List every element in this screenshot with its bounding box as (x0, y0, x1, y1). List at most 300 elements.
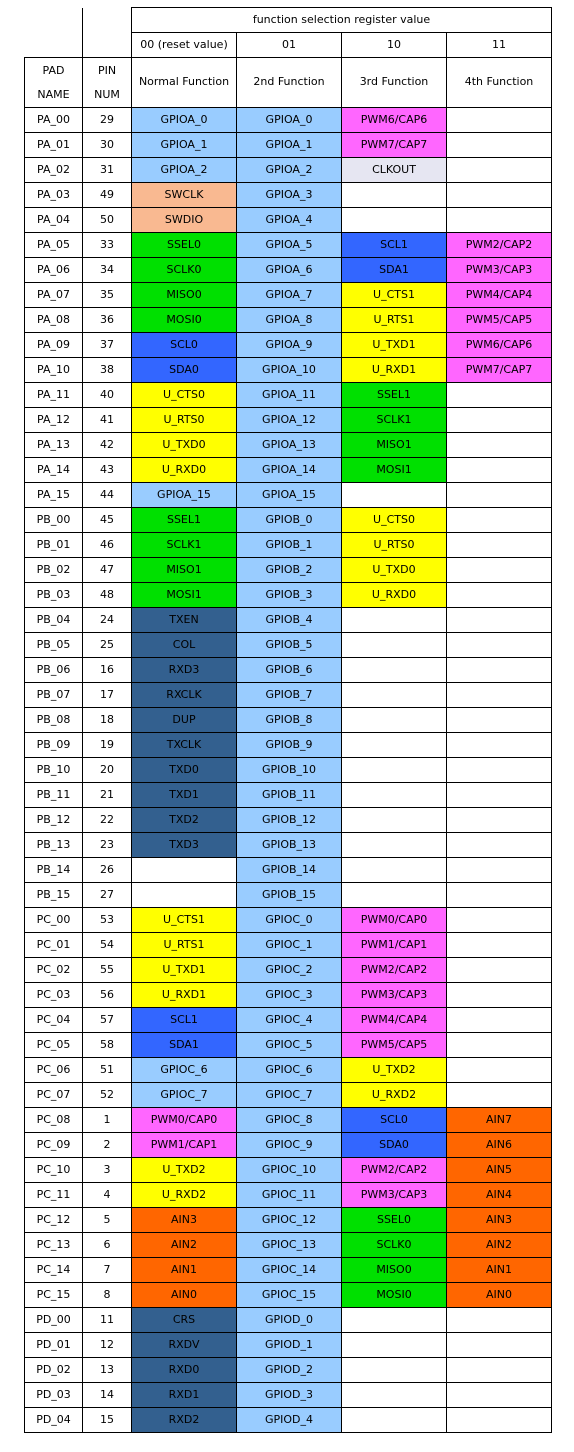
normal-function-cell: GPIOA_0 (132, 108, 237, 133)
register-value-title: function selection register value (132, 8, 552, 33)
normal-function-cell: SDA0 (132, 358, 237, 383)
pin-num-cell: 42 (83, 433, 132, 458)
pad-name-cell: PD_00 (25, 1308, 83, 1333)
fourth-function-cell (447, 208, 552, 233)
fourth-function-cell (447, 1033, 552, 1058)
table-row (25, 133, 552, 158)
pad-name-cell: PD_04 (25, 1408, 83, 1433)
third-function-cell (342, 758, 447, 783)
code-header-01: 01 (237, 33, 342, 58)
fourth-function-cell: AIN6 (447, 1133, 552, 1158)
table-row (25, 633, 552, 658)
pin-num-cell: 6 (83, 1233, 132, 1258)
table-row (25, 808, 552, 833)
pin-num-cell: 25 (83, 633, 132, 658)
pin-num-cell: 27 (83, 883, 132, 908)
second-function-cell: GPIOA_13 (237, 433, 342, 458)
pin-num-cell: 23 (83, 833, 132, 858)
pad-name-cell: PB_15 (25, 883, 83, 908)
fourth-function-cell (447, 408, 552, 433)
third-function-cell: PWM2/CAP2 (342, 958, 447, 983)
third-function-cell: U_TXD0 (342, 558, 447, 583)
pad-name-cell: PC_00 (25, 908, 83, 933)
table-row (25, 1083, 552, 1108)
second-function-cell: GPIOC_7 (237, 1083, 342, 1108)
pad-name-cell: PC_12 (25, 1208, 83, 1233)
normal-function-cell: RXD0 (132, 1358, 237, 1383)
pin-num-cell: 14 (83, 1383, 132, 1408)
normal-function-header: Normal Function (132, 58, 237, 108)
pin-num-cell: 3 (83, 1158, 132, 1183)
table-row (25, 1233, 552, 1258)
table-row (25, 1208, 552, 1233)
table-row (25, 983, 552, 1008)
code-header-11: 11 (447, 33, 552, 58)
normal-function-cell: GPIOA_15 (132, 483, 237, 508)
table-row (25, 408, 552, 433)
pin-num-cell: 48 (83, 583, 132, 608)
normal-function-cell: MISO1 (132, 558, 237, 583)
pad-name-cell: PD_01 (25, 1333, 83, 1358)
third-function-cell: U_RXD2 (342, 1083, 447, 1108)
pad-name-cell: PA_14 (25, 458, 83, 483)
normal-function-cell: U_CTS1 (132, 908, 237, 933)
second-function-cell: GPIOC_5 (237, 1033, 342, 1058)
second-function-cell: GPIOA_6 (237, 258, 342, 283)
fourth-function-cell: AIN7 (447, 1108, 552, 1133)
fourth-function-cell: PWM7/CAP7 (447, 358, 552, 383)
code-header-00: 00 (reset value) (132, 33, 237, 58)
normal-function-cell: GPIOA_1 (132, 133, 237, 158)
normal-function-cell: TXD1 (132, 783, 237, 808)
fourth-function-cell (447, 883, 552, 908)
pad-name-cell: PB_12 (25, 808, 83, 833)
fourth-function-cell: AIN2 (447, 1233, 552, 1258)
normal-function-cell: SSEL0 (132, 233, 237, 258)
pin-num-cell: 46 (83, 533, 132, 558)
pad-name-cell: PA_07 (25, 283, 83, 308)
fourth-function-cell: PWM5/CAP5 (447, 308, 552, 333)
second-function-cell: GPIOA_9 (237, 333, 342, 358)
fourth-function-cell (447, 583, 552, 608)
pin-num-cell: 58 (83, 1033, 132, 1058)
pin-rows (25, 108, 552, 1433)
fourth-function-cell (447, 1083, 552, 1108)
fourth-function-cell (447, 733, 552, 758)
table-row (25, 1108, 552, 1133)
fourth-function-cell (447, 833, 552, 858)
fourth-function-cell (447, 683, 552, 708)
pad-name-cell: PC_14 (25, 1258, 83, 1283)
pad-name-cell: PB_14 (25, 858, 83, 883)
table-row (25, 858, 552, 883)
table-row (25, 1308, 552, 1333)
normal-function-cell: CRS (132, 1308, 237, 1333)
table-row (25, 658, 552, 683)
normal-function-cell: GPIOC_7 (132, 1083, 237, 1108)
table-row (25, 908, 552, 933)
third-function-cell: SCLK0 (342, 1233, 447, 1258)
normal-function-cell: SWCLK (132, 183, 237, 208)
normal-function-cell: RXD1 (132, 1383, 237, 1408)
pad-name-cell: PC_01 (25, 933, 83, 958)
pin-num-cell: 15 (83, 1408, 132, 1433)
normal-function-cell: PWM1/CAP1 (132, 1133, 237, 1158)
second-function-cell: GPIOB_11 (237, 783, 342, 808)
normal-function-cell: TXCLK (132, 733, 237, 758)
third-function-cell (342, 1383, 447, 1408)
second-function-cell: GPIOC_4 (237, 1008, 342, 1033)
table-row (25, 558, 552, 583)
pad-name-cell: PA_02 (25, 158, 83, 183)
second-function-cell: GPIOB_4 (237, 608, 342, 633)
fourth-function-cell (447, 1308, 552, 1333)
normal-function-cell: AIN0 (132, 1283, 237, 1308)
normal-function-cell: TXD2 (132, 808, 237, 833)
normal-function-cell: U_RXD1 (132, 983, 237, 1008)
second-function-cell: GPIOB_15 (237, 883, 342, 908)
pin-num-cell: 53 (83, 908, 132, 933)
third-function-cell: PWM7/CAP7 (342, 133, 447, 158)
second-function-cell: GPIOB_6 (237, 658, 342, 683)
normal-function-cell: U_RXD2 (132, 1183, 237, 1208)
table-row (25, 583, 552, 608)
fourth-function-cell (447, 908, 552, 933)
fourth-function-cell (447, 633, 552, 658)
table-row (25, 608, 552, 633)
second-function-cell: GPIOC_13 (237, 1233, 342, 1258)
table-row (25, 233, 552, 258)
third-function-cell: PWM1/CAP1 (342, 933, 447, 958)
pad-name-cell: PC_03 (25, 983, 83, 1008)
fourth-function-cell (447, 983, 552, 1008)
second-function-cell: GPIOC_14 (237, 1258, 342, 1283)
third-function-cell (342, 683, 447, 708)
table-row (25, 183, 552, 208)
pin-num-cell: 31 (83, 158, 132, 183)
third-function-cell: U_TXD2 (342, 1058, 447, 1083)
pad-name-cell: PA_11 (25, 383, 83, 408)
fourth-function-cell (447, 1058, 552, 1083)
fourth-function-cell (447, 183, 552, 208)
table-row (25, 333, 552, 358)
second-function-cell: GPIOD_0 (237, 1308, 342, 1333)
pin-num-cell: 50 (83, 208, 132, 233)
pad-name-cell: PC_11 (25, 1183, 83, 1208)
table-row (25, 1158, 552, 1183)
normal-function-cell: SCL0 (132, 333, 237, 358)
third-function-cell: PWM4/CAP4 (342, 1008, 447, 1033)
fourth-function-cell (447, 558, 552, 583)
table-row (25, 1033, 552, 1058)
third-function-header: 3rd Function (342, 58, 447, 108)
pad-name-cell: PA_06 (25, 258, 83, 283)
fourth-function-cell (447, 958, 552, 983)
normal-function-cell: RXDV (132, 1333, 237, 1358)
pin-num-cell: 4 (83, 1183, 132, 1208)
second-function-cell: GPIOC_10 (237, 1158, 342, 1183)
fourth-function-cell: AIN5 (447, 1158, 552, 1183)
fourth-function-cell: AIN1 (447, 1258, 552, 1283)
pin-num-cell: 44 (83, 483, 132, 508)
third-function-cell (342, 608, 447, 633)
second-function-cell: GPIOA_4 (237, 208, 342, 233)
fourth-function-cell (447, 383, 552, 408)
function-selection-table (24, 7, 552, 1433)
pad-name-cell: PB_08 (25, 708, 83, 733)
normal-function-cell: SDA1 (132, 1033, 237, 1058)
second-function-cell: GPIOA_1 (237, 133, 342, 158)
third-function-cell: SCL0 (342, 1108, 447, 1133)
pin-num-cell: 57 (83, 1008, 132, 1033)
normal-function-cell: U_TXD0 (132, 433, 237, 458)
pad-name-cell: PD_03 (25, 1383, 83, 1408)
pin-num-cell: 19 (83, 733, 132, 758)
fourth-function-cell (447, 458, 552, 483)
third-function-cell (342, 1333, 447, 1358)
pad-name-cell: PA_08 (25, 308, 83, 333)
normal-function-cell: AIN2 (132, 1233, 237, 1258)
third-function-cell: U_TXD1 (342, 333, 447, 358)
second-function-cell: GPIOC_8 (237, 1108, 342, 1133)
third-function-cell (342, 883, 447, 908)
second-function-cell: GPIOB_14 (237, 858, 342, 883)
pin-num-cell: 35 (83, 283, 132, 308)
pin-num-header: PIN NUM (83, 58, 132, 108)
pin-num-cell: 22 (83, 808, 132, 833)
fourth-function-cell (447, 1408, 552, 1433)
empty-corner-cell (25, 33, 83, 58)
third-function-cell (342, 1308, 447, 1333)
fourth-function-header: 4th Function (447, 58, 552, 108)
pad-name-cell: PA_04 (25, 208, 83, 233)
normal-function-cell: U_RXD0 (132, 458, 237, 483)
third-function-cell: SSEL0 (342, 1208, 447, 1233)
fourth-function-cell (447, 808, 552, 833)
second-function-cell: GPIOA_7 (237, 283, 342, 308)
third-function-cell: SDA0 (342, 1133, 447, 1158)
normal-function-cell: TXD3 (132, 833, 237, 858)
normal-function-cell: PWM0/CAP0 (132, 1108, 237, 1133)
table-row (25, 283, 552, 308)
pad-name-cell: PA_05 (25, 233, 83, 258)
code-header-10: 10 (342, 33, 447, 58)
second-function-cell: GPIOA_10 (237, 358, 342, 383)
third-function-cell: PWM3/CAP3 (342, 1183, 447, 1208)
pin-num-cell: 1 (83, 1108, 132, 1133)
pad-name-cell: PB_06 (25, 658, 83, 683)
second-function-cell: GPIOC_15 (237, 1283, 342, 1308)
normal-function-cell: SSEL1 (132, 508, 237, 533)
third-function-cell: PWM6/CAP6 (342, 108, 447, 133)
normal-function-cell (132, 858, 237, 883)
fourth-function-cell (447, 783, 552, 808)
second-function-cell: GPIOB_7 (237, 683, 342, 708)
pad-name-cell: PA_10 (25, 358, 83, 383)
pad-name-cell: PC_13 (25, 1233, 83, 1258)
table-row (25, 783, 552, 808)
pin-num-cell: 8 (83, 1283, 132, 1308)
third-function-cell: MISO1 (342, 433, 447, 458)
fourth-function-cell (447, 658, 552, 683)
normal-function-cell: MISO0 (132, 283, 237, 308)
third-function-cell (342, 733, 447, 758)
pad-name-cell: PA_03 (25, 183, 83, 208)
table-row (25, 108, 552, 133)
fourth-function-cell: AIN3 (447, 1208, 552, 1233)
second-function-cell: GPIOA_3 (237, 183, 342, 208)
pad-name-cell: PC_02 (25, 958, 83, 983)
normal-function-cell: MOSI1 (132, 583, 237, 608)
second-function-cell: GPIOA_14 (237, 458, 342, 483)
pad-name-cell: PC_06 (25, 1058, 83, 1083)
table-row (25, 483, 552, 508)
pad-name-cell: PA_09 (25, 333, 83, 358)
second-function-cell: GPIOC_0 (237, 908, 342, 933)
pad-name-cell: PB_04 (25, 608, 83, 633)
third-function-cell (342, 208, 447, 233)
fourth-function-cell: AIN4 (447, 1183, 552, 1208)
second-function-cell: GPIOA_8 (237, 308, 342, 333)
second-function-cell: GPIOC_3 (237, 983, 342, 1008)
second-function-cell: GPIOB_8 (237, 708, 342, 733)
normal-function-cell: U_RTS0 (132, 408, 237, 433)
second-function-cell: GPIOC_2 (237, 958, 342, 983)
pad-name-cell: PA_01 (25, 133, 83, 158)
normal-function-cell: RXD2 (132, 1408, 237, 1433)
normal-function-cell: SCLK0 (132, 258, 237, 283)
pin-num-cell: 36 (83, 308, 132, 333)
fourth-function-cell: AIN0 (447, 1283, 552, 1308)
pin-num-cell: 38 (83, 358, 132, 383)
fourth-function-cell (447, 133, 552, 158)
pad-name-cell: PA_12 (25, 408, 83, 433)
third-function-cell (342, 808, 447, 833)
fourth-function-cell (447, 1358, 552, 1383)
second-function-cell: GPIOA_0 (237, 108, 342, 133)
second-function-cell: GPIOC_6 (237, 1058, 342, 1083)
pin-num-cell: 16 (83, 658, 132, 683)
fourth-function-cell: PWM4/CAP4 (447, 283, 552, 308)
second-function-cell: GPIOC_1 (237, 933, 342, 958)
fourth-function-cell: PWM3/CAP3 (447, 258, 552, 283)
pad-name-cell: PB_10 (25, 758, 83, 783)
pin-num-cell: 12 (83, 1333, 132, 1358)
third-function-cell (342, 1408, 447, 1433)
third-function-cell: SCL1 (342, 233, 447, 258)
pin-num-cell: 45 (83, 508, 132, 533)
fourth-function-cell: PWM2/CAP2 (447, 233, 552, 258)
normal-function-cell: U_TXD2 (132, 1158, 237, 1183)
pin-num-cell: 54 (83, 933, 132, 958)
normal-function-cell: U_TXD1 (132, 958, 237, 983)
fourth-function-cell (447, 608, 552, 633)
pin-num-cell: 2 (83, 1133, 132, 1158)
table-row (25, 533, 552, 558)
pin-num-cell: 17 (83, 683, 132, 708)
normal-function-cell: U_CTS0 (132, 383, 237, 408)
third-function-cell: SCLK1 (342, 408, 447, 433)
second-function-cell: GPIOB_13 (237, 833, 342, 858)
normal-function-cell: AIN1 (132, 1258, 237, 1283)
third-function-cell (342, 183, 447, 208)
normal-function-cell: TXEN (132, 608, 237, 633)
fourth-function-cell (447, 108, 552, 133)
pin-num-cell: 49 (83, 183, 132, 208)
second-function-cell: GPIOB_9 (237, 733, 342, 758)
second-function-cell: GPIOD_1 (237, 1333, 342, 1358)
pad-name-cell: PC_07 (25, 1083, 83, 1108)
table-row (25, 683, 552, 708)
fourth-function-cell (447, 533, 552, 558)
pad-name-cell: PD_02 (25, 1358, 83, 1383)
fourth-function-cell (447, 933, 552, 958)
normal-function-cell: SWDIO (132, 208, 237, 233)
table-row (25, 158, 552, 183)
pin-num-cell: 55 (83, 958, 132, 983)
pin-num-cell: 47 (83, 558, 132, 583)
normal-function-cell: COL (132, 633, 237, 658)
normal-function-cell: RXD3 (132, 658, 237, 683)
third-function-cell: SDA1 (342, 258, 447, 283)
table-row (25, 508, 552, 533)
fourth-function-cell (447, 858, 552, 883)
pin-num-cell: 21 (83, 783, 132, 808)
pin-num-cell: 56 (83, 983, 132, 1008)
second-function-cell: GPIOD_2 (237, 1358, 342, 1383)
pin-num-cell: 41 (83, 408, 132, 433)
pad-name-cell: PB_01 (25, 533, 83, 558)
normal-function-cell: MOSI0 (132, 308, 237, 333)
third-function-cell: U_RXD1 (342, 358, 447, 383)
pad-name-cell: PC_15 (25, 1283, 83, 1308)
table-row (25, 383, 552, 408)
pin-num-cell: 5 (83, 1208, 132, 1233)
third-function-cell: U_CTS0 (342, 508, 447, 533)
table-row (25, 208, 552, 233)
pin-num-cell: 24 (83, 608, 132, 633)
normal-function-cell (132, 883, 237, 908)
pad-name-cell: PC_09 (25, 1133, 83, 1158)
table-row (25, 933, 552, 958)
normal-function-cell: SCL1 (132, 1008, 237, 1033)
pad-name-cell: PB_05 (25, 633, 83, 658)
empty-corner-cell (25, 8, 83, 33)
table-row (25, 433, 552, 458)
third-function-cell: U_CTS1 (342, 283, 447, 308)
second-function-cell: GPIOB_5 (237, 633, 342, 658)
header-row-functions (25, 58, 552, 108)
second-function-cell: GPIOD_3 (237, 1383, 342, 1408)
second-function-cell: GPIOA_12 (237, 408, 342, 433)
pin-num-cell: 34 (83, 258, 132, 283)
third-function-cell: MISO0 (342, 1258, 447, 1283)
pin-num-cell: 13 (83, 1358, 132, 1383)
fourth-function-cell (447, 758, 552, 783)
table-row (25, 1358, 552, 1383)
third-function-cell: PWM5/CAP5 (342, 1033, 447, 1058)
header-row-title (25, 8, 552, 33)
pin-num-cell: 43 (83, 458, 132, 483)
fourth-function-cell (447, 1333, 552, 1358)
table-row (25, 1008, 552, 1033)
pad-name-cell: PA_15 (25, 483, 83, 508)
fourth-function-cell (447, 1008, 552, 1033)
third-function-cell (342, 783, 447, 808)
second-function-cell: GPIOC_9 (237, 1133, 342, 1158)
pin-num-cell: 20 (83, 758, 132, 783)
third-function-cell: MOSI0 (342, 1283, 447, 1308)
